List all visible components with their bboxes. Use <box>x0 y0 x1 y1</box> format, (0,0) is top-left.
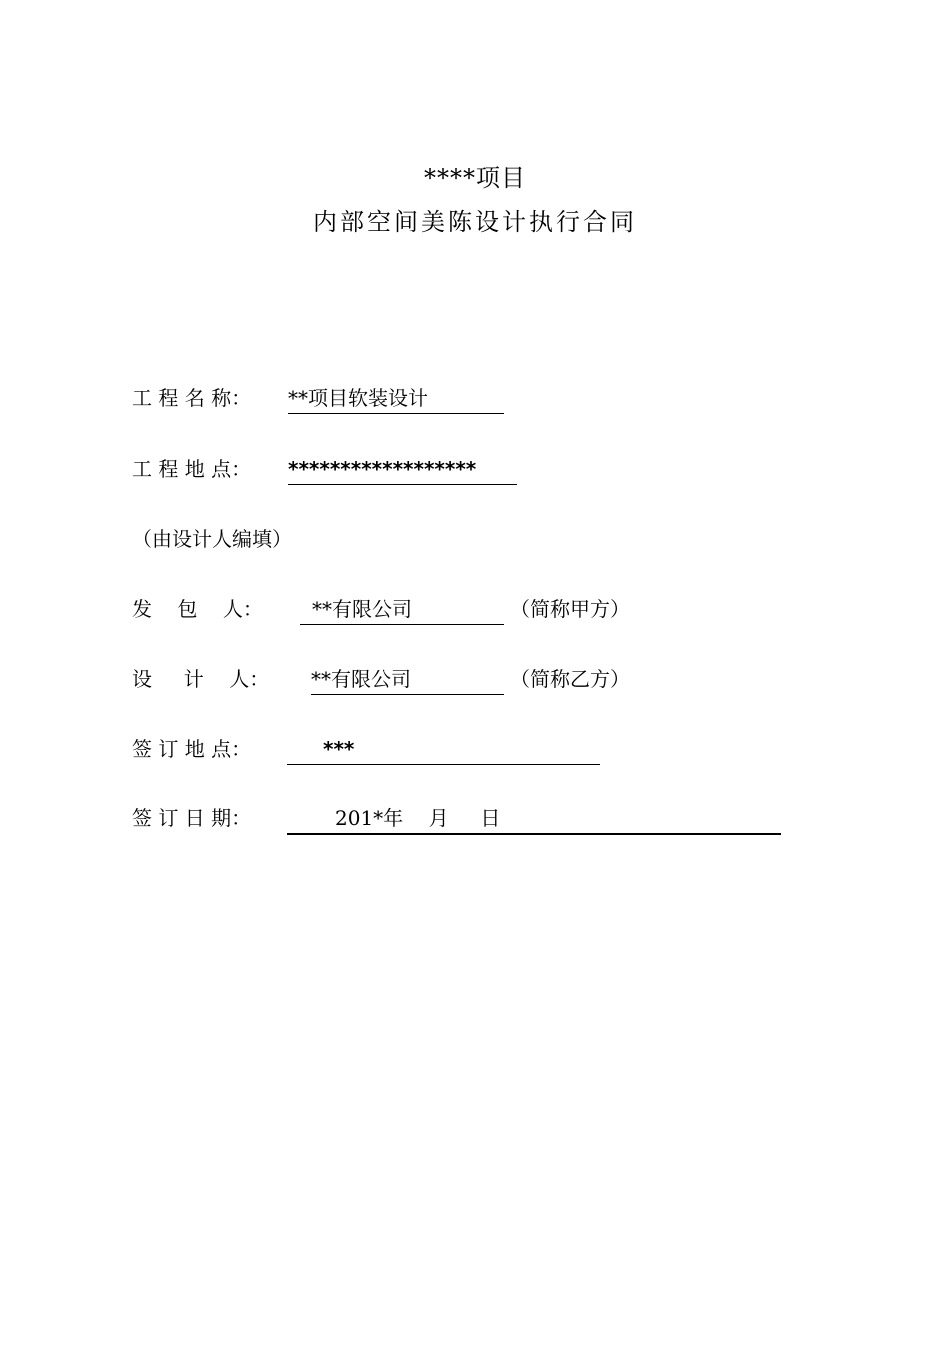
project-location-value: ****************** <box>288 457 517 485</box>
signing-place-label: 签 订 地 点： <box>132 737 252 761</box>
filled-by-note: （由设计人编填） <box>132 527 292 551</box>
designer-short-name: （简称乙方） <box>510 667 630 691</box>
signing-date-label: 签 订 日 期： <box>132 806 252 830</box>
signing-place-value: *** <box>287 737 600 765</box>
designer-label: 设 计 人： <box>132 667 270 691</box>
client-label: 发 包 人： <box>132 597 263 621</box>
project-title: ****项目 <box>424 164 526 192</box>
project-name-value: **项目软装设计 <box>288 386 504 414</box>
designer-value: **有限公司 <box>311 667 504 695</box>
contract-title: 内部空间美陈设计执行合同 <box>313 208 637 236</box>
project-location-label: 工 程 地 点： <box>132 457 252 481</box>
client-value: **有限公司 <box>300 597 504 625</box>
project-name-label: 工 程 名 称： <box>132 386 252 410</box>
signing-date-value: 201*年 月 日 <box>287 806 781 835</box>
client-short-name: （简称甲方） <box>510 597 630 621</box>
